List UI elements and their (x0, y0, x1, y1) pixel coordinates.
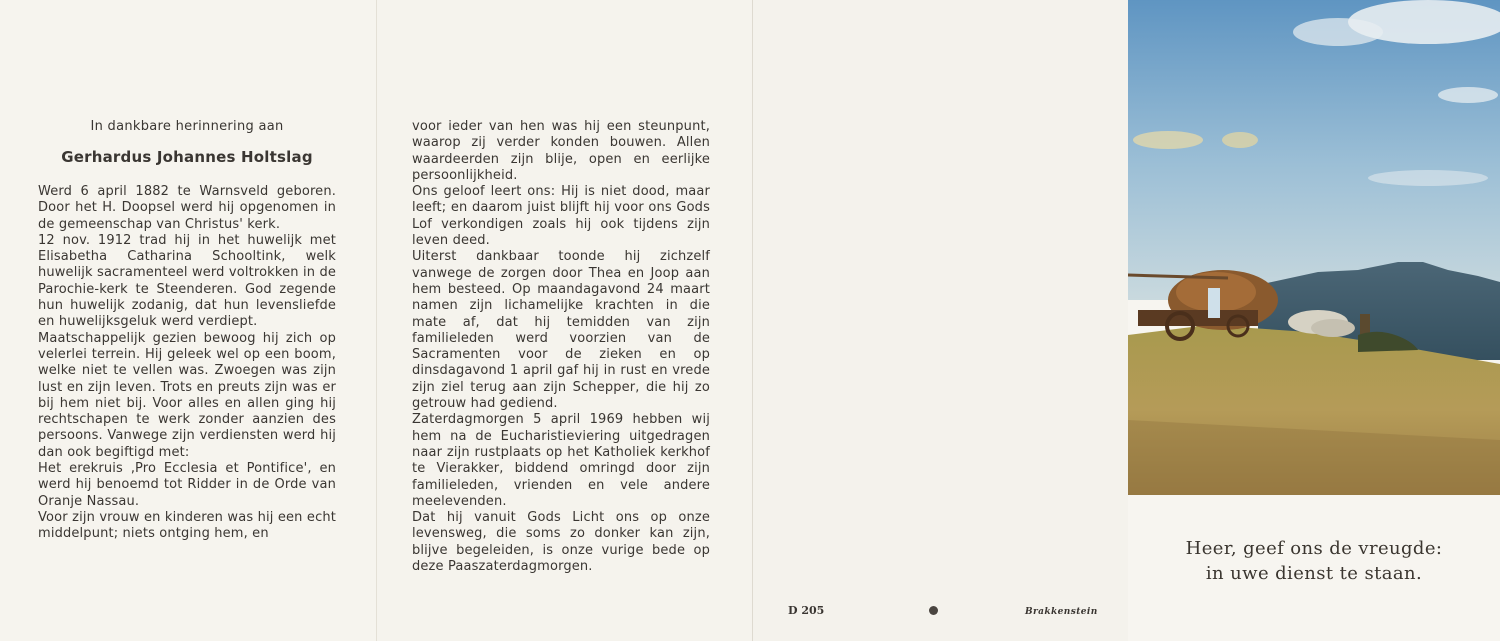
middle-text-panel (376, 0, 753, 641)
text-column-2 (412, 119, 710, 575)
deceased-name: Gerhardus Johannes Holtslag (61, 148, 313, 166)
ox (1311, 319, 1355, 337)
cloud (1293, 18, 1383, 46)
paragraph: Dat hij vanuit Gods Licht ons op onze levensweg, die soms zo donker kan zijn, blijve begeleiden, is onze vurige bede op deze Paaszaterdagmorgen. (412, 510, 710, 575)
card-code: D 205 (788, 604, 825, 617)
left-text-panel (0, 0, 376, 641)
paragraph: 12 nov. 1912 trad hij in het huwelijk met Elisabetha Catharina Schooltink, welk huwelijk sacramenteel werd voltrokken in de Parochie-kerk te Steenderen. God zegende hun huwelijk zodanig, dat hun levensliefde en huwelijksgeluk werd verdiept. (38, 232, 336, 330)
picture-panel (1128, 0, 1500, 641)
paragraph: Werd 6 april 1882 te Warnsveld geboren. Door het H. Doopsel werd hij opgenomen in de gemeenschap van Christus' kerk. (38, 184, 336, 232)
paragraph: Voor zijn vrouw en kinderen was hij een echt middelpunt; niets ontging hem, en (38, 509, 336, 542)
harvest-photo (1128, 0, 1500, 495)
cloud (1438, 87, 1498, 103)
text-column-1 (38, 184, 336, 543)
paragraph: Ons geloof leert ons: Hij is niet dood, maar leeft; en daarom juist blijft hij voor ons Gods Lof verkondigen zoals hij ook tijdens zijn leven deed. (412, 184, 710, 249)
paragraph: Maatschappelijk gezien bewoog hij zich op velerlei terrein. Hij geleek wel op een boom, welke niet te vellen was. Zwoegen was zijn lust en zijn leven. Trots en preuts zijn was er bij hem niet bij. Voor alles en allen ging hij rechtschapen te werk zonder aanzien des persoons. Vanwege zijn verdiensten werd hij dan ook begiftigd met: (38, 330, 336, 460)
cloud (1133, 131, 1203, 149)
paragraph: Uiterst dankbaar toonde hij zichzelf vanwege de zorgen door Thea en Joop aan hem besteed. Op maandagavond 24 maart namen zijn lichamelijke krachten in die mate af, dat hij temidden van zijn familieleden werd voorzien van de Sacramenten voor de zieken en op dinsdagavond 1 april gaf hij in rust en vrede zijn ziel terug aan zijn Schepper, die hij zo getrouw had gediend. (412, 249, 710, 412)
cloud (1368, 170, 1488, 186)
paragraph: Het erekruis ‚Pro Ecclesia et Pontifice', en werd hij benoemd tot Ridder in de Orde van Oranje Nassau. (38, 461, 336, 509)
copyright-dot-icon (929, 606, 938, 615)
farmer (1208, 288, 1220, 318)
verse-line-1: Heer, geef ons de vreugde: (1185, 538, 1443, 559)
paragraph: Zaterdagmorgen 5 april 1969 hebben wij hem na de Eucharistieviering uitgedragen naar zijn rustplaats op het Katholiek kerkhof te Vierakker, biddend omringd door zijn familieleden, vrienden en vele andere meelevenden. (412, 412, 710, 509)
hay-cart (1138, 310, 1258, 326)
cloud (1222, 132, 1258, 148)
paragraph: voor ieder van hen was hij een steunpunt, waarop zij verder konden bouwen. Allen waardeerden zijn blije, open en eerlijke persoonlijkheid. (412, 119, 710, 183)
intro-line: In dankbare herinnering aan (90, 119, 284, 134)
sky (1128, 0, 1500, 300)
verse-line-2: in uwe dienst te staan. (1205, 563, 1423, 584)
blank-back-panel (752, 0, 1129, 641)
publisher-name: Brakkenstein (1025, 607, 1098, 617)
